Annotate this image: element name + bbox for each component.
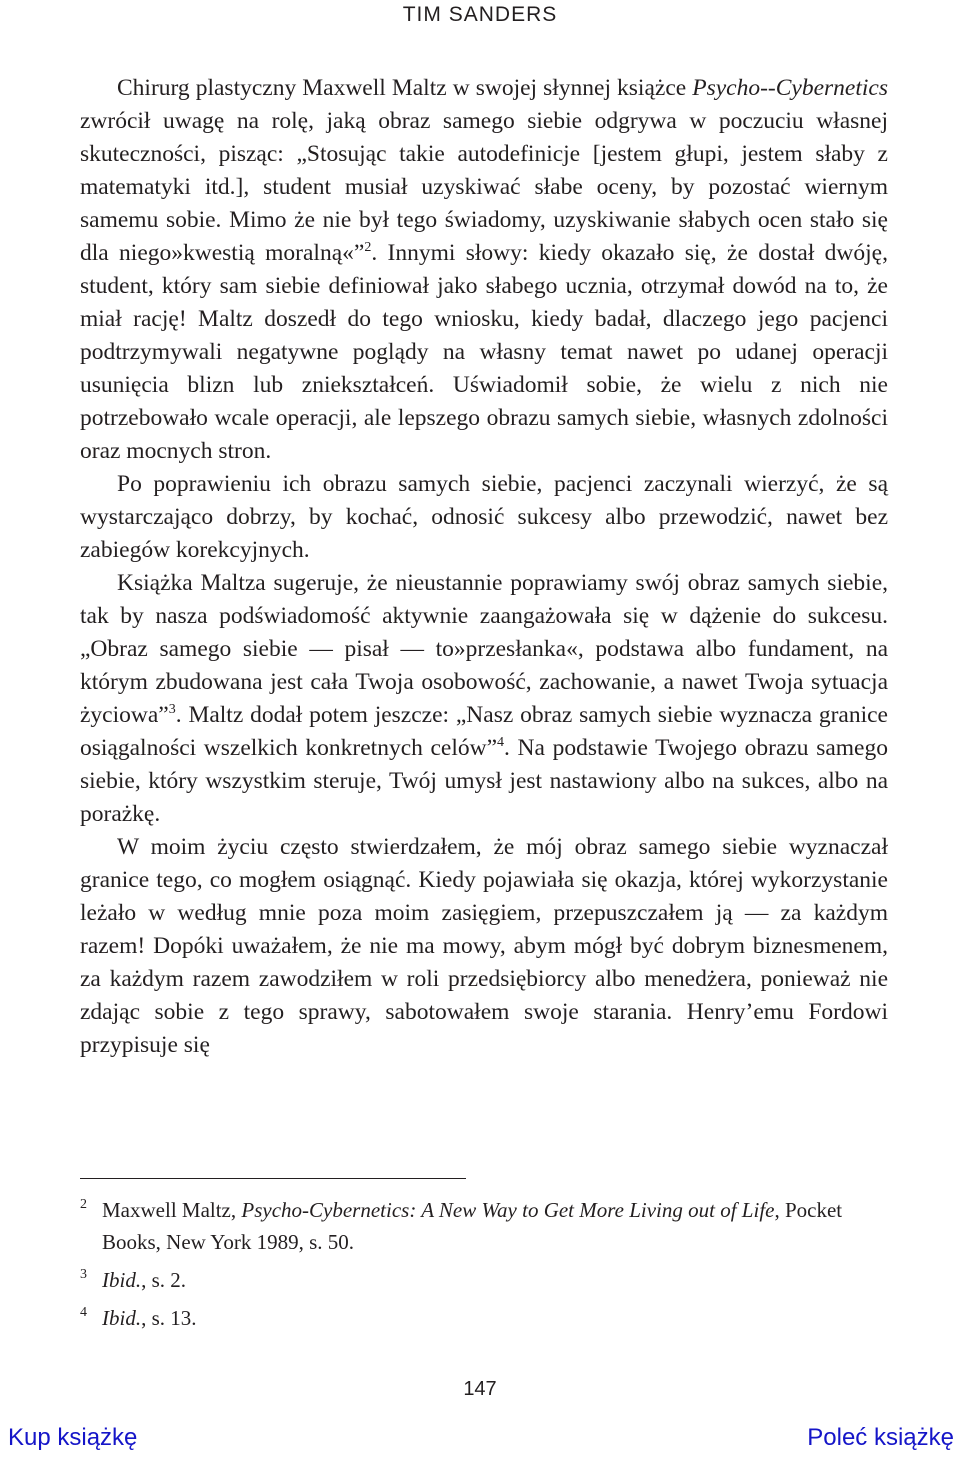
text-run: , s. 2.: [141, 1268, 187, 1292]
footnote-ref: 3: [168, 702, 176, 718]
paragraph: [80, 567, 888, 831]
running-head: TIM SANDERS: [402, 3, 558, 26]
page-number: 147: [463, 1378, 497, 1400]
footnote-number: 2: [80, 1197, 87, 1212]
footnotes: [80, 1194, 880, 1340]
text-run: . Innymi słowy: kiedy okazało się, że dostał dwóję, student, który sam siebie definiował jako słabego ucznia, otrzymał dowód na to, że miał rację! Maltz doszedł do tego wniosku, kiedy badał, dlaczego jego pacjenci podtrzymywali negatywne poglądy na własny temat nawet po udanej operacji usunięcia blizn lub zniekształceń. Uświadomił sobie, że wielu z nich nie potrzebowało wcale operacji, ale lepszego obrazu samych siebie, własnych zdolności oraz mocnych stron.: [80, 240, 888, 464]
footnote-ref: 2: [364, 240, 372, 256]
recommend-book-link[interactable]: Poleć książkę: [807, 1424, 954, 1451]
text-run: , Pocket Books, New York 1989, s. 50.: [102, 1198, 843, 1254]
italic-text: Psycho-Cybernetics: A New Way to Get More Living out of Life: [241, 1198, 775, 1222]
footnote-text: [102, 1302, 880, 1334]
text-run: zwrócił uwagę na rolę, jaką obraz samego siebie odgrywa w poczuciu własnej skuteczności, pisząc: „Stosując takie autodefinicje [jestem głupi, jestem słaby z matematyki itd.], student musiał uzyskiwać słabe oceny, by pozostać wiernym samemu sobie. Mimo że nie był tego świadomy, uzyskiwanie słabych ocen stało się dla niego»kwestią moralną«”: [80, 108, 888, 266]
footnote-number: 4: [80, 1305, 87, 1320]
footnote-number: 3: [80, 1267, 87, 1282]
text-run: . Na podstawie Twojego obrazu samego siebie, który wszystkim steruje, Twój umysł jest nastawiony albo na sukces, albo na porażkę.: [80, 735, 888, 827]
text-run: W moim życiu często stwierdzałem, że mój obraz samego siebie wyznaczał granice tego, co mogłem osiągnąć. Kiedy pojawiała się okazja, której wykorzystanie leżało w według mnie poza moim zasięgiem, przepuszczałem ją — za każdym razem! Dopóki uważałem, że nie ma mowy, abym mógł być dobrym biznesmenem, za każdym razem zawodziłem w roli przedsiębiorcy albo menedżera, ponieważ nie zdając sobie z tego sprawy, sabotowałem swoje starania. Henry’emu Fordowi przypisuje się: [80, 834, 888, 1058]
footnote-rule: [80, 1178, 466, 1179]
paragraph: [80, 72, 888, 468]
body-text: [80, 72, 888, 1062]
text-run: . Maltz dodał potem jeszcze: „Nasz obraz samych siebie wyznacza granice osiągalności wszelkich konkretnych celów”: [80, 702, 888, 761]
text-run: , s. 13.: [141, 1306, 197, 1330]
text-run: Maxwell Maltz,: [102, 1198, 242, 1222]
italic-text: Ibid.: [102, 1268, 142, 1292]
footnote-ref: 4: [497, 735, 505, 751]
paragraph: [80, 468, 888, 567]
footnote-text: [102, 1194, 880, 1258]
footnote: [80, 1264, 880, 1296]
text-run: Chirurg plastyczny Maxwell Maltz w swojej słynnej książce: [117, 75, 693, 101]
footnote: [80, 1302, 880, 1334]
footnote-text: [102, 1264, 880, 1296]
text-run: Po poprawieniu ich obrazu samych siebie, pacjenci zaczynali wierzyć, że są wystarczająco dobrzy, by kochać, odnosić sukcesy albo przewodzić, nawet bez zabiegów korekcyjnych.: [80, 471, 888, 563]
text-run: Książka Maltza sugeruje, że nieustannie poprawiamy swój obraz samych siebie, tak by nasza podświadomość aktywnie zaangażowała się w dążenie do sukcesu. „Obraz samego siebie — pisał — to»przesłanka«, podstawa albo fundament, na którym zbudowana jest cała Twoja osobowość, zachowanie, a nawet Twoja sytuacja życiowa”: [80, 570, 888, 728]
buy-book-link[interactable]: Kup książkę: [8, 1424, 138, 1451]
paragraph: [80, 831, 888, 1062]
italic-text: Psycho--Cybernetics: [692, 75, 888, 101]
footnote: [80, 1194, 880, 1258]
italic-text: Ibid.: [102, 1306, 142, 1330]
